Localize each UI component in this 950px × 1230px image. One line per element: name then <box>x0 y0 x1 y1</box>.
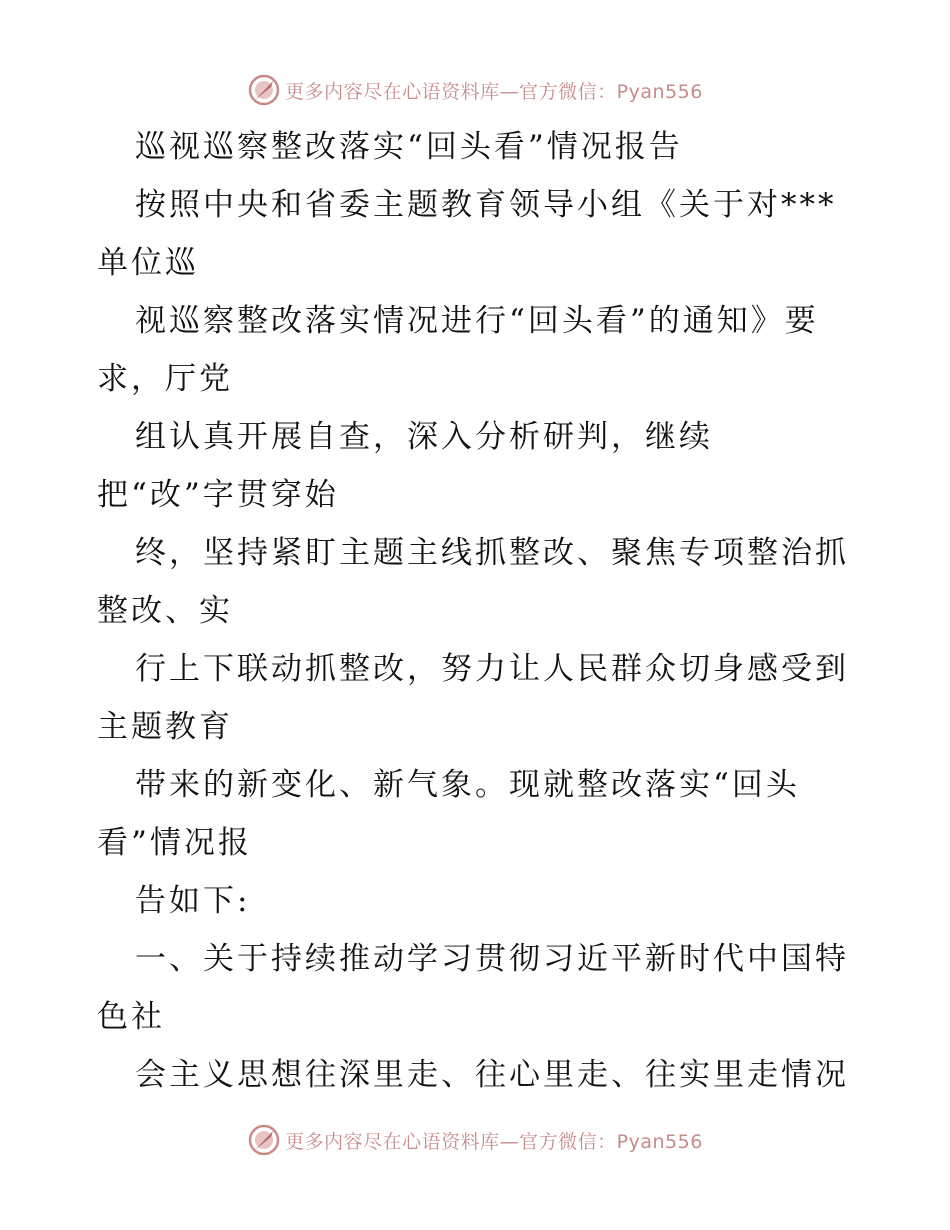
watermark-footer <box>0 1120 950 1160</box>
quill-seal-icon <box>247 1123 281 1157</box>
paragraph-line: 单位巡 <box>97 245 199 281</box>
paragraph-line: 视巡察整改落实情况进行“回头看”的通知》要 <box>135 303 819 339</box>
paragraph-line: 告如下: <box>135 883 251 919</box>
paragraph-line: 按照中央和省委主题教育领导小组《关于对*** <box>135 187 837 223</box>
paragraph-line: 整改、实 <box>97 593 233 629</box>
paragraph-line: 带来的新变化、新气象。现就整改落实“回头 <box>135 767 800 803</box>
paragraph-line: 看”情况报 <box>97 825 252 861</box>
paragraph-line: 行上下联动抓整改，努力让人民群众切身感受到 <box>135 651 849 687</box>
section-heading-line: 色社 <box>97 999 165 1035</box>
paragraph-line: 主题教育 <box>97 709 233 745</box>
watermark-text: 更多内容尽在心语资料库—官方微信：Pyan556 <box>285 1130 703 1153</box>
document-title: 巡视巡察整改落实“回头看”情况报告 <box>135 129 683 165</box>
paragraph-line: 把“改”字贯穿始 <box>97 477 339 513</box>
paragraph-line: 终，坚持紧盯主题主线抓整改、聚焦专项整治抓 <box>135 535 849 571</box>
section-heading-line: 一、关于持续推动学习贯彻习近平新时代中国特 <box>135 941 849 977</box>
quill-seal-icon <box>247 73 281 107</box>
section-heading-line: 会主义思想往深里走、往心里走、往实里走情况 <box>135 1057 849 1093</box>
watermark-header <box>0 70 950 110</box>
document-body <box>97 118 867 1104</box>
paragraph-line: 求，厅党 <box>97 361 233 397</box>
watermark-text: 更多内容尽在心语资料库—官方微信：Pyan556 <box>285 80 703 103</box>
paragraph-line: 组认真开展自查，深入分析研判，继续 <box>135 419 713 455</box>
